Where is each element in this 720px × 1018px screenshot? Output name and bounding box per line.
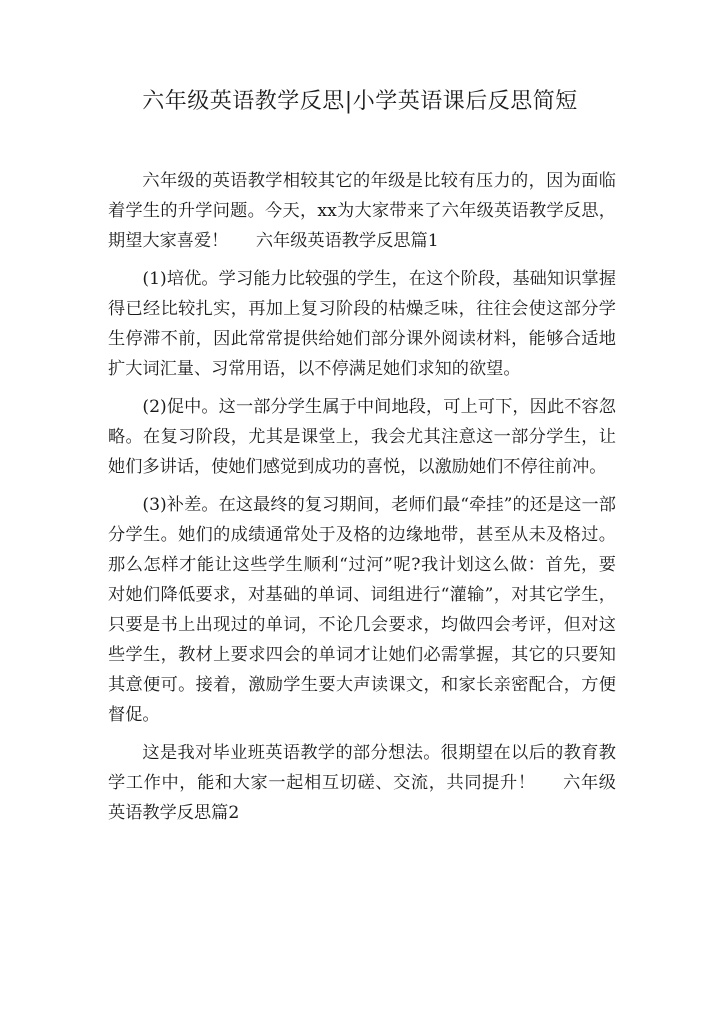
document-body xyxy=(108,166,616,836)
paragraph-text: 这是我对毕业班英语教学的部分想法。很期望在以后的教育教学工作中，能和大家一起相互切磋、交流，共同提升！ xyxy=(108,743,616,793)
paragraph-middle-students: (2)促中。这一部分学生属于中间地段，可上可下，因此不容忽略。在复习阶段，尤其是课堂上，我会尤其注意这一部分学生，让她们多讲话，使她们感觉到成功的喜悦，以激励她们不停往前冲。 xyxy=(108,397,616,477)
document-title: 六年级英语教学反思|小学英语课后反思简短 xyxy=(142,89,578,114)
section-heading-1: 六年级英语教学反思篇1 xyxy=(255,231,439,251)
paragraph-intro xyxy=(108,166,616,256)
paragraph-text: 六年级的英语教学相较其它的年级是比较有压力的，因为面临着学生的升学问题。今天，xx为大家带来了六年级英语教学反思，期望大家喜爱！ xyxy=(108,171,616,251)
paragraph-weak-students: (3)补差。在这最终的复习期间，老师们最“牵挂”的还是这一部分学生。她们的成绩通常处于及格的边缘地带，甚至从未及格过。那么怎样才能让这些学生顺利“过河”呢?我计划这么做：首先，要对她们降低要求，对基础的单词、词组进行“灌输”，对其它学生，只要是书上出现过的单词，不论几会要求，均做四会考评，但对这些学生，教材上要求四会的单词才让她们必需掌握，其它的只要知其意便可。接着，激励学生要大声读课文，和家长亲密配合，方便督促。 xyxy=(108,495,616,725)
section-heading-2: 六年级英语教学反思篇2 xyxy=(108,773,616,823)
paragraph-top-students: (1)培优。学习能力比较强的学生，在这个阶段，基础知识掌握得已经比较扎实，再加上复习阶段的枯燥乏味，往往会使这部分学生停滞不前，因此常常提供给她们部分课外阅读材料，能够合适地扩大词汇量、习常用语，以不停满足她们求知的欲望。 xyxy=(108,269,616,379)
paragraph-conclusion xyxy=(108,738,616,828)
